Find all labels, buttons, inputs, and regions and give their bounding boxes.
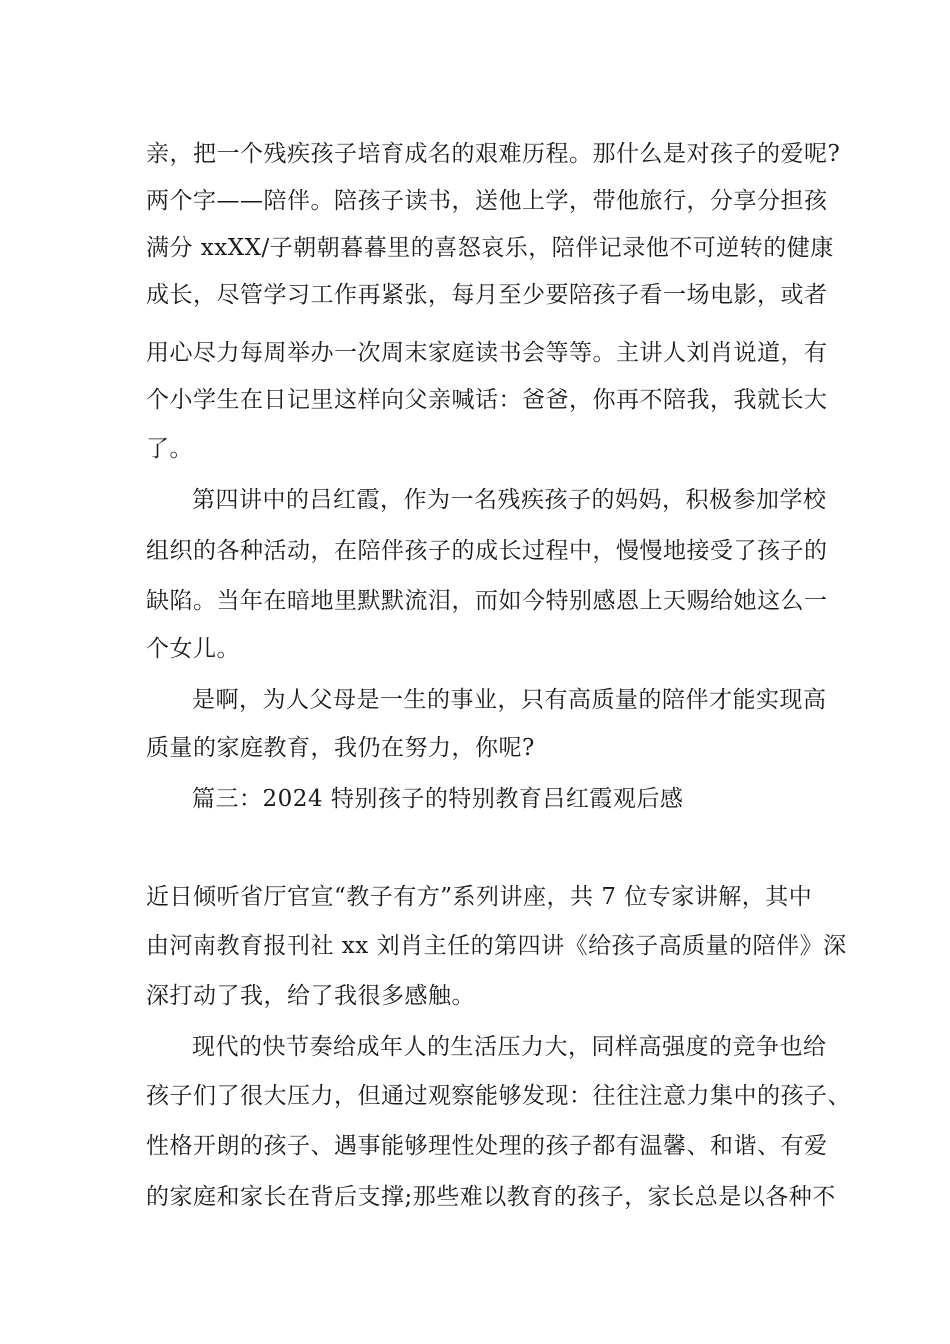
- paragraph-start-line: 第四讲中的吕红霞，作为一名残疾孩子的妈妈，积极参加学校: [192, 487, 827, 513]
- text-line: 由河南教育报刊社 xx 刘肖主任的第四讲《给孩子高质量的陪伴》深: [146, 933, 847, 959]
- text-line: 近日倾听省厅官宣“教子有方”系列讲座，共 7 位专家讲解，其中: [146, 884, 813, 910]
- text-line: 组织的各种活动，在陪伴孩子的成长过程中，慢慢地接受了孩子的: [146, 538, 828, 564]
- text-line: 两个字——陪伴。陪孩子读书，送他上学，带他旅行，分享分担孩: [146, 188, 828, 214]
- text-line: 的家庭和家长在背后支撑;那些难以教育的孩子，家长总是以各种不: [146, 1184, 836, 1210]
- text-line: 满分 xxXX/子朝朝暮暮里的喜怒哀乐，陪伴记录他不可逆转的健康: [146, 235, 834, 261]
- text-line: 用心尽力每周举办一次周末家庭读书会等等。主讲人刘肖说道，有: [146, 340, 828, 366]
- text-line: 亲，把一个残疾孩子培育成名的艰难历程。那什么是对孩子的爱呢?: [146, 141, 841, 167]
- text-line: 缺陷。当年在暗地里默默流泪，而如今特别感恩上天赐给她这么一: [146, 588, 828, 614]
- text-line: 个女儿。: [146, 636, 240, 662]
- text-line: 成长，尽管学习工作再紧张，每月至少要陪孩子看一场电影，或者: [146, 282, 828, 308]
- text-line: 了。: [146, 436, 193, 462]
- paragraph-start-line: 是啊，为人父母是一生的事业，只有高质量的陪伴才能实现高: [192, 687, 827, 713]
- text-line: 孩子们了很大压力，但通过观察能够发现：往往注意力集中的孩子、: [146, 1083, 851, 1109]
- text-line: 质量的家庭教育，我仍在努力，你呢?: [146, 735, 535, 761]
- text-line: 性格开朗的孩子、遇事能够理性处理的孩子都有温馨、和谐、有爱: [146, 1133, 828, 1159]
- paragraph-start-line: 现代的快节奏给成年人的生活压力大，同样高强度的竞争也给: [192, 1034, 827, 1060]
- section-heading: 篇三：2024 特别孩子的特别教育吕红霞观后感: [192, 786, 684, 812]
- text-line: 深打动了我，给了我很多感触。: [146, 983, 475, 1009]
- text-line: 个小学生在日记里这样向父亲喊话：爸爸，你再不陪我，我就长大: [146, 387, 828, 413]
